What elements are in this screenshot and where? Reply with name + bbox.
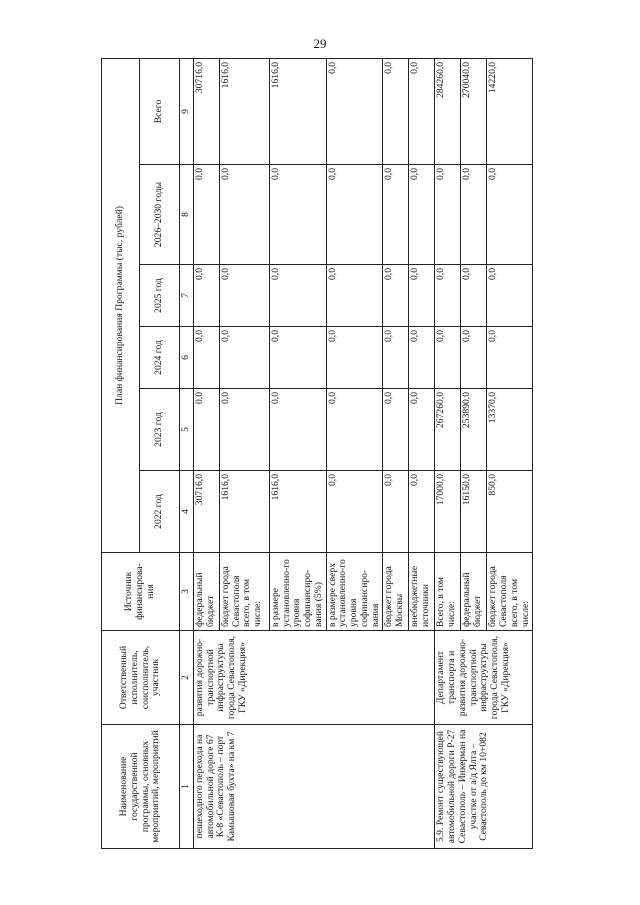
value-cell: 0,0 <box>461 327 487 389</box>
value-cell: 16150,0 <box>461 471 487 553</box>
value-cell: 0,0 <box>409 58 435 164</box>
header-year-2023: 2023 год <box>140 389 180 471</box>
value-cell: 30716,0 <box>194 58 220 164</box>
col-index: 5 <box>180 389 194 471</box>
source-cell: Всего, в том числе: <box>435 553 461 631</box>
header-source: Источник финансирова-ния <box>102 553 180 631</box>
program-name-cell: 5.9. Ремонт существующей автомобильной дороги Р-27 Севастополь – Инкерман на участке от а/д Ялта – Севастополь до км 10+082 <box>435 725 533 849</box>
header-row-indices <box>180 58 194 848</box>
value-cell: 0,0 <box>326 265 383 327</box>
value-cell: 0,0 <box>383 389 409 471</box>
table-row <box>194 58 220 848</box>
value-cell: 0,0 <box>435 265 461 327</box>
value-cell: 0,0 <box>270 389 327 471</box>
header-year-2024: 2024 год <box>140 327 180 389</box>
value-cell: 0,0 <box>409 265 435 327</box>
value-cell: 17000,0 <box>435 471 461 553</box>
header-year-2022: 2022 год <box>140 471 180 553</box>
source-cell: в размере установленно-го уровня софинансиро-вания (5%) <box>270 553 327 631</box>
value-cell: 0,0 <box>461 265 487 327</box>
rotated-table-frame <box>101 59 531 849</box>
col-index: 1 <box>180 725 194 849</box>
financing-plan-table <box>101 58 533 849</box>
value-cell: 14220,0 <box>487 58 533 164</box>
value-cell: 0,0 <box>220 327 270 389</box>
source-cell: федеральный бюджет <box>461 553 487 631</box>
rotated-table-container <box>101 59 531 849</box>
value-cell: 1616,0 <box>270 58 327 164</box>
value-cell: 0,0 <box>383 327 409 389</box>
value-cell: 0,0 <box>383 165 409 265</box>
value-cell: 0,0 <box>461 165 487 265</box>
value-cell: 0,0 <box>270 327 327 389</box>
col-index: 7 <box>180 265 194 327</box>
program-name-cell: пешеходного перехода на автомобильной дороге 67 К-8 «Севастополь – порт Камышовая бухта» на км 7 <box>194 725 435 849</box>
value-cell: 0,0 <box>270 265 327 327</box>
value-cell: 253890,0 <box>461 389 487 471</box>
header-total: Всего <box>140 58 180 164</box>
value-cell: 0,0 <box>326 58 383 164</box>
value-cell: 0,0 <box>409 471 435 553</box>
value-cell: 0,0 <box>409 389 435 471</box>
source-cell: бюджет города Севастополя всего, в том числе: <box>487 553 533 631</box>
value-cell: 1616,0 <box>220 471 270 553</box>
header-row-top <box>102 58 140 848</box>
responsible-cell: развития дорожно-транспортной инфраструктуры города Севастополя, ГКУ «Дирекция» <box>194 631 435 725</box>
value-cell: 30716,0 <box>194 471 220 553</box>
source-cell: в размере сверх установленно-го уровня софинансиро-вания <box>326 553 383 631</box>
value-cell: 0,0 <box>270 165 327 265</box>
header-program-name: Наименование государственной программы, основных мероприятий, мероприятий <box>102 725 180 849</box>
header-plan-title: План финансирования Программы (тыс. рублей) <box>102 58 140 552</box>
source-cell: внебюджетные источники <box>409 553 435 631</box>
col-index: 9 <box>180 58 194 164</box>
col-index: 2 <box>180 631 194 725</box>
value-cell: 0,0 <box>326 327 383 389</box>
source-cell: бюджет города Севастополя всего, в том числе: <box>220 553 270 631</box>
value-cell: 0,0 <box>194 389 220 471</box>
value-cell: 0,0 <box>383 471 409 553</box>
col-index: 6 <box>180 327 194 389</box>
value-cell: 0,0 <box>326 165 383 265</box>
header-years-2026-2030: 2026–2030 годы <box>140 165 180 265</box>
header-year-2025: 2025 год <box>140 265 180 327</box>
value-cell: 0,0 <box>409 327 435 389</box>
value-cell: 0,0 <box>326 471 383 553</box>
value-cell: 0,0 <box>487 327 533 389</box>
value-cell: 267260,0 <box>435 389 461 471</box>
value-cell: 0,0 <box>435 165 461 265</box>
value-cell: 270040,0 <box>461 58 487 164</box>
value-cell: 0,0 <box>220 265 270 327</box>
value-cell: 0,0 <box>326 389 383 471</box>
value-cell: 284260,0 <box>435 58 461 164</box>
value-cell: 850,0 <box>487 471 533 553</box>
value-cell: 1616,0 <box>220 58 270 164</box>
value-cell: 0,0 <box>220 165 270 265</box>
value-cell: 1616,0 <box>270 471 327 553</box>
value-cell: 0,0 <box>487 265 533 327</box>
col-index: 3 <box>180 553 194 631</box>
value-cell: 0,0 <box>435 327 461 389</box>
value-cell: 0,0 <box>220 389 270 471</box>
value-cell: 13370,0 <box>487 389 533 471</box>
page-number: 29 <box>313 36 327 51</box>
source-cell: федеральный бюджет <box>194 553 220 631</box>
col-index: 4 <box>180 471 194 553</box>
value-cell: 0,0 <box>383 265 409 327</box>
value-cell: 0,0 <box>383 58 409 164</box>
value-cell: 0,0 <box>194 265 220 327</box>
col-index: 8 <box>180 165 194 265</box>
value-cell: 0,0 <box>409 165 435 265</box>
header-responsible: Ответственный исполнитель, соисполнитель, участник <box>102 631 180 725</box>
responsible-cell: Департамент транспорта и развития дорожно-транспортной инфраструктуры города Севастополя, ГКУ «Дирекция» <box>435 631 533 725</box>
value-cell: 0,0 <box>194 327 220 389</box>
value-cell: 0,0 <box>487 165 533 265</box>
value-cell: 0,0 <box>194 165 220 265</box>
source-cell: бюджет города Москвы <box>383 553 409 631</box>
table-row <box>435 58 461 848</box>
